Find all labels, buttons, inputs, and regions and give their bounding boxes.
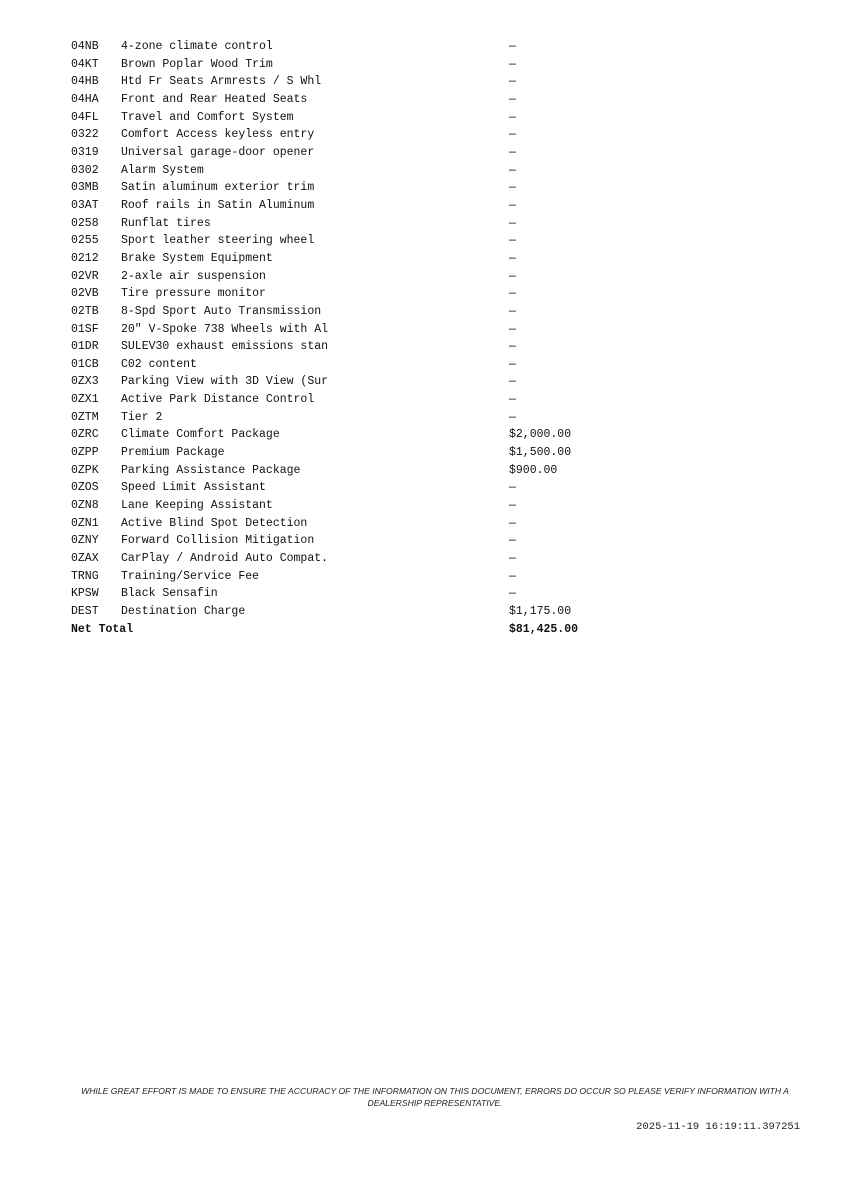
option-price: — [509,340,516,354]
option-price: — [509,92,516,106]
option-code: 01SF [71,322,99,336]
option-description: Climate Comfort Package [121,428,280,442]
option-row [71,109,629,127]
option-description: 2-axle air suspension [121,269,266,283]
option-description: Alarm System [121,163,204,177]
print-timestamp: 2025-11-19 16:19:11.397251 [636,1121,800,1133]
option-row [71,285,629,303]
option-code: DEST [71,605,99,618]
option-price: — [509,287,516,301]
option-description: C02 content [121,357,197,371]
option-code: TRNG [71,569,99,583]
option-description: CarPlay / Android Auto Compat. [121,552,329,566]
option-code: 04KT [71,57,99,71]
option-description: Lane Keeping Assistant [121,499,273,513]
option-price: — [509,552,516,566]
option-code: 0255 [71,234,99,248]
option-description: Parking View with 3D View (Sur [121,375,329,389]
option-row [71,391,629,409]
option-description: 20" V-Spoke 738 Wheels with Al [121,322,329,336]
option-price: — [509,410,516,424]
option-row [71,56,629,74]
option-code: 0ZPK [71,463,99,477]
option-description: Roof rails in Satin Aluminum [121,198,315,212]
option-row [71,338,629,356]
option-code: 0ZX1 [71,393,99,407]
option-code: 0ZPP [71,446,99,460]
option-description: Universal garage-door opener [121,145,315,159]
option-description: 4-zone climate control [121,40,273,53]
option-code: 0ZRC [71,428,99,442]
option-price: — [509,234,516,248]
option-code: 04NB [71,40,99,53]
option-row [71,568,629,586]
option-row [71,197,629,215]
option-price: — [509,499,516,513]
option-row [71,215,629,233]
option-description: Destination Charge [121,605,246,618]
option-price: — [509,357,516,371]
option-description: Satin aluminum exterior trim [121,181,315,195]
option-row [71,250,629,268]
option-row [71,38,629,56]
options-list [71,38,629,621]
option-code: 0258 [71,216,99,230]
option-code: 0ZNY [71,534,99,548]
net-total-row [71,621,629,639]
option-code: 02TB [71,304,99,318]
option-row [71,126,629,144]
option-description: Forward Collision Mitigation [121,534,315,548]
option-price: — [509,587,516,601]
option-code: 04HB [71,75,99,89]
option-row [71,373,629,391]
option-code: 03AT [71,198,99,212]
option-row [71,144,629,162]
option-description: Training/Service Fee [121,569,260,583]
option-row [71,532,629,550]
option-price: $1,500.00 [509,446,572,460]
option-price: — [509,516,516,530]
option-price: — [509,145,516,159]
option-row [71,603,629,621]
option-code: 0ZAX [71,552,99,566]
option-row [71,356,629,374]
option-row [71,444,629,462]
option-description: Premium Package [121,446,225,460]
option-row [71,585,629,603]
option-price: — [509,375,516,389]
net-total-value: $81,425.00 [509,622,579,636]
option-description: Htd Fr Seats Armrests / S Whl [121,75,322,89]
option-price: $900.00 [509,463,558,477]
option-price: — [509,110,516,124]
option-code: 03MB [71,181,99,195]
option-row [71,479,629,497]
option-row [71,232,629,250]
option-price: — [509,128,516,142]
option-code: 02VB [71,287,99,301]
option-description: Black Sensafin [121,587,218,601]
option-price: — [509,216,516,230]
disclaimer-text: WHILE GREAT EFFORT IS MADE TO ENSURE THE ACCURACY OF THE INFORMATION ON THIS DOCUMENT, ERRORS DO OCCUR SO PLEASE VERIFY INFORMATION WITH A DEALERSHIP REPRESENTATIVE. [81,1086,789,1108]
option-price: — [509,534,516,548]
option-code: 0ZX3 [71,375,99,389]
option-code: 0ZN1 [71,516,99,530]
option-row [71,303,629,321]
option-price: — [509,163,516,177]
option-price: — [509,40,516,53]
option-price: — [509,304,516,318]
option-description: Tier 2 [121,410,163,424]
option-code: 0ZTM [71,410,99,424]
option-description: Speed Limit Assistant [121,481,266,495]
option-price: — [509,57,516,71]
option-price: — [509,251,516,265]
option-description: Active Park Distance Control [121,393,315,407]
option-code: 0322 [71,128,99,142]
option-code: 01CB [71,357,99,371]
option-code: 01DR [71,340,99,354]
option-description: 8-Spd Sport Auto Transmission [121,304,322,318]
option-row [71,321,629,339]
option-row [71,515,629,533]
option-description: Brown Poplar Wood Trim [121,57,273,71]
option-price: — [509,322,516,336]
option-price: — [509,75,516,89]
option-price: — [509,393,516,407]
option-price: — [509,569,516,583]
option-description: Sport leather steering wheel [121,234,315,248]
option-row [71,409,629,427]
option-code: 0302 [71,163,99,177]
option-code: 0ZOS [71,481,99,495]
option-row [71,179,629,197]
option-row [71,91,629,109]
option-code: 0319 [71,145,99,159]
option-description: Tire pressure monitor [121,287,266,301]
option-description: Runflat tires [121,216,211,230]
option-description: Parking Assistance Package [121,463,301,477]
option-description: Active Blind Spot Detection [121,516,308,530]
option-price: — [509,198,516,212]
option-code: 04HA [71,92,99,106]
option-price: — [509,181,516,195]
option-description: Front and Rear Heated Seats [121,92,308,106]
option-row [71,162,629,180]
option-price: — [509,481,516,495]
options-table [71,38,629,638]
option-code: KPSW [71,587,99,601]
option-code: 0ZN8 [71,499,99,513]
net-total-label: Net Total [71,622,134,636]
option-code: 02VR [71,269,99,283]
option-price: $1,175.00 [509,605,572,618]
option-code: 0212 [71,251,99,265]
option-description: SULEV30 exhaust emissions stan [121,340,329,354]
option-price: — [509,269,516,283]
option-description: Comfort Access keyless entry [121,128,315,142]
option-description: Brake System Equipment [121,251,273,265]
option-row [71,497,629,515]
option-description: Travel and Comfort System [121,110,294,124]
option-price: $2,000.00 [509,428,572,442]
option-row [71,462,629,480]
option-row [71,426,629,444]
option-row [71,268,629,286]
option-code: 04FL [71,110,99,124]
option-row [71,73,629,91]
option-row [71,550,629,568]
